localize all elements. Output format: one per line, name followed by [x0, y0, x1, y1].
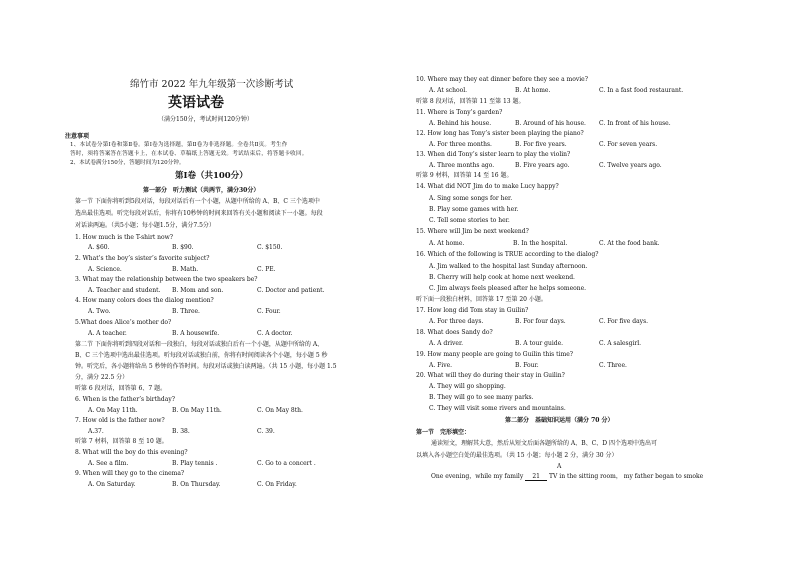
- question-stem: 4. How many colors does the dialog mention?: [75, 297, 214, 304]
- option: C. Three.: [599, 362, 627, 369]
- instruction-line: 对话读两遍。（共5小题；每小题1.5分，满分7.5分）: [75, 222, 215, 229]
- question-stem: 19. How many people are going to Guilin this time?: [416, 351, 573, 358]
- option: A. Teacher and student.: [88, 287, 161, 294]
- question-stem: 2. What’s the boy’s sister’s favorite subject?: [75, 255, 210, 262]
- option: A. See a film.: [88, 460, 129, 467]
- option: C. In a fast food restaurant.: [599, 87, 684, 94]
- option: A. For three months.: [429, 141, 492, 148]
- question-stem: 5.What does Alice’s mother do?: [75, 319, 172, 326]
- blank-21: 21: [525, 474, 547, 481]
- option: A. Three months ago.: [429, 162, 495, 169]
- exam-title: 绵竹市 2022 年九年级第一次诊断考试: [130, 79, 294, 90]
- question-stem: 15. Where will Jim be next weekend?: [416, 228, 529, 235]
- option: A. Science.: [88, 266, 122, 273]
- option: C. Go to a concert .: [257, 460, 316, 467]
- instruction-line: 第二节 下面你将听到四段对话和一段独白，每段对话或独白后有一个小题，从题中所给的 A、: [75, 341, 324, 348]
- option: C. At the food bank.: [599, 240, 660, 247]
- option: C. Twelve years ago.: [599, 162, 662, 169]
- section1-title: 第一部分 听力测试（共两节，满分30分）: [143, 187, 260, 194]
- passage-text: TV in the sitting room， my father began to smoke: [547, 473, 704, 480]
- option: A. Five.: [429, 362, 453, 369]
- option: C. Four.: [257, 308, 281, 315]
- option: B. Four.: [515, 362, 539, 369]
- option: B. In the hospital.: [513, 240, 568, 247]
- question-stem: 16. Which of the following is TRUE according to the dialog?: [416, 251, 599, 258]
- passage-line: [431, 474, 703, 481]
- option: A. Jim walked to the hospital last Sunday afternoon.: [429, 263, 588, 270]
- option: A. Behind his house.: [429, 120, 492, 127]
- option: B. Math.: [172, 266, 199, 273]
- option: B. Three.: [172, 308, 200, 315]
- option: A. On Saturday.: [88, 481, 136, 488]
- option: A. Sing some songs for her.: [429, 195, 513, 202]
- option: B. Five years ago.: [515, 162, 570, 169]
- option: B. Play tennis .: [172, 460, 218, 467]
- question-stem: 1. How much is the T-shirt now?: [75, 234, 173, 241]
- question-stem: 8. What will the boy do this evening?: [75, 449, 188, 456]
- question-stem: 10. Where may they eat dinner before they see a movie?: [416, 76, 588, 83]
- option: C. On Friday.: [257, 481, 297, 488]
- option: A. At school.: [429, 87, 468, 94]
- option: B. For four days.: [515, 318, 566, 325]
- question-stem: 3. What may the relationship between the two speakers be?: [75, 276, 258, 283]
- option: B. $90.: [172, 244, 194, 251]
- subject-title: 英语试卷: [168, 95, 224, 111]
- passage-label: A: [557, 463, 562, 470]
- part1-title: 第Ⅰ卷（共100分）: [175, 171, 248, 181]
- option: A. $60.: [88, 244, 110, 251]
- option: C. They will visit some rivers and mountains.: [429, 405, 566, 412]
- instruction-line: 选出最佳选项。听完每段对话后，你将有10秒钟的时间来回答有关小题和阅读下一小题。每段: [75, 210, 323, 217]
- instruction-line: 分，满分 22.5 分）: [75, 374, 129, 381]
- option: C. In front of his house.: [599, 120, 671, 127]
- option: C. For five days.: [599, 318, 649, 325]
- question-stem: 13. When did Tony’s sister learn to play the violin?: [416, 151, 571, 158]
- option: C. On May 8th.: [257, 407, 303, 414]
- instruction-line: B、C 三个选项中选出最佳选项。听每段对话或独白前，你将有时间阅读各个小题，每小题 5 秒: [75, 352, 328, 359]
- material-label: 听第 7 材料，回答第 8 至 10 题。: [75, 438, 168, 445]
- question-stem: 17. How long did Tom stay in Guilin?: [416, 307, 529, 314]
- option: A.37.: [88, 428, 104, 435]
- option: B. On May 11th.: [172, 407, 222, 414]
- question-stem: 14. What did NOT Jim do to make Lucy happy?: [416, 183, 559, 190]
- option: B. At home.: [515, 87, 551, 94]
- option: C. Tell some stories to her.: [429, 217, 510, 224]
- notice-line: 答时，须将答案答在答题卡上，在本试卷、草稿纸上答题无效。考试结束后，将答题卡收回。: [70, 151, 308, 157]
- option: C. PE.: [257, 266, 276, 273]
- option: C. For seven years.: [599, 141, 658, 148]
- option: A. Two.: [88, 308, 111, 315]
- material-label: 听第 6 段对话，回答第 6、7 题。: [75, 385, 167, 392]
- question-stem: 12. How long has Tony’s sister been playing the piano?: [416, 130, 584, 137]
- option: A. On May 11th.: [88, 407, 138, 414]
- question-stem: 9. When will they go to the cinema?: [75, 470, 185, 477]
- instruction-line: 第一节 下面你将听到5段对话，每段对话后有一个小题，从题中所给的 A、B、C 三个选项中: [75, 198, 320, 205]
- option: A. A driver.: [429, 340, 464, 347]
- passage-text: One evening，while my family: [431, 473, 526, 480]
- option: C. A salesgirl.: [599, 340, 642, 347]
- option: C. $150.: [257, 244, 283, 251]
- option: C. Doctor and patient.: [257, 287, 325, 294]
- question-stem: 6. When is the father’s birthday?: [75, 396, 175, 403]
- material-label: 听下面一段独白材料，回答第 17 至第 20 小题。: [416, 296, 547, 303]
- question-stem: 11. Where is Tony’s garden?: [416, 109, 503, 116]
- option: B. Around of his house.: [515, 120, 586, 127]
- cloze-instruction: 以填入各小题空白处的最佳选项。（共 15 小题；每小题 2 分，满分 30 分）: [416, 452, 618, 459]
- option: A. At home.: [429, 240, 465, 247]
- part2-title: 第二部分 基础知识运用（满分 70 分）: [505, 417, 614, 424]
- option: B. Mom and son.: [172, 287, 224, 294]
- option: C. A doctor.: [257, 330, 293, 337]
- question-stem: 7. How old is the father now?: [75, 417, 165, 424]
- question-stem: 20. What will they do during their stay in Guilin?: [416, 372, 565, 379]
- question-stem: 18. What does Sandy do?: [416, 329, 493, 336]
- instruction-line: 钟。听完后，各小题将给出 5 秒钟的作答时间。每段对话或独白读两遍。（共 15 小题，每小题 1.5: [75, 363, 337, 370]
- option: B. A tour guide.: [515, 340, 564, 347]
- option: B. Play some games with her.: [429, 206, 519, 213]
- option: B. Cherry will help cook at home next weekend.: [429, 274, 575, 281]
- option: B. They will go to see many parks.: [429, 394, 534, 401]
- option: B. For five years.: [515, 141, 567, 148]
- option: A. A teacher.: [88, 330, 127, 337]
- material-label: 听第 8 段对话，回答第 11 至第 13 题。: [416, 98, 525, 105]
- notice-title: 注意事项: [65, 133, 90, 140]
- option: A. For three days.: [429, 318, 484, 325]
- option: A. They will go shopping.: [429, 383, 506, 390]
- cloze-instruction: 通读短文，理解其大意，然后从短文后面各题所给的 A、B、C、D 四个选项中选出可: [431, 440, 657, 447]
- cloze-label: 第一节 完形填空：: [416, 429, 471, 436]
- notice-line: 1、本试卷分第Ⅰ卷和第Ⅱ卷。第Ⅰ卷为选择题，第Ⅱ卷为非选择题。全卷共Ⅱ页。考生作: [70, 142, 288, 148]
- option: B. A housewife.: [172, 330, 220, 337]
- option: C. 39.: [257, 428, 275, 435]
- material-label: 听第 9 材料，回答第 14 至 16 题。: [416, 172, 513, 179]
- exam-subtitle: （满分150分，考试时间120分钟）: [158, 116, 253, 123]
- option: B. 38.: [172, 428, 190, 435]
- notice-line: 2、本试卷满分150分，答题时间为120分钟。: [70, 160, 185, 166]
- option: B. On Thursday.: [172, 481, 221, 488]
- option: C. Jim always feels pleased after he helps someone.: [429, 285, 587, 292]
